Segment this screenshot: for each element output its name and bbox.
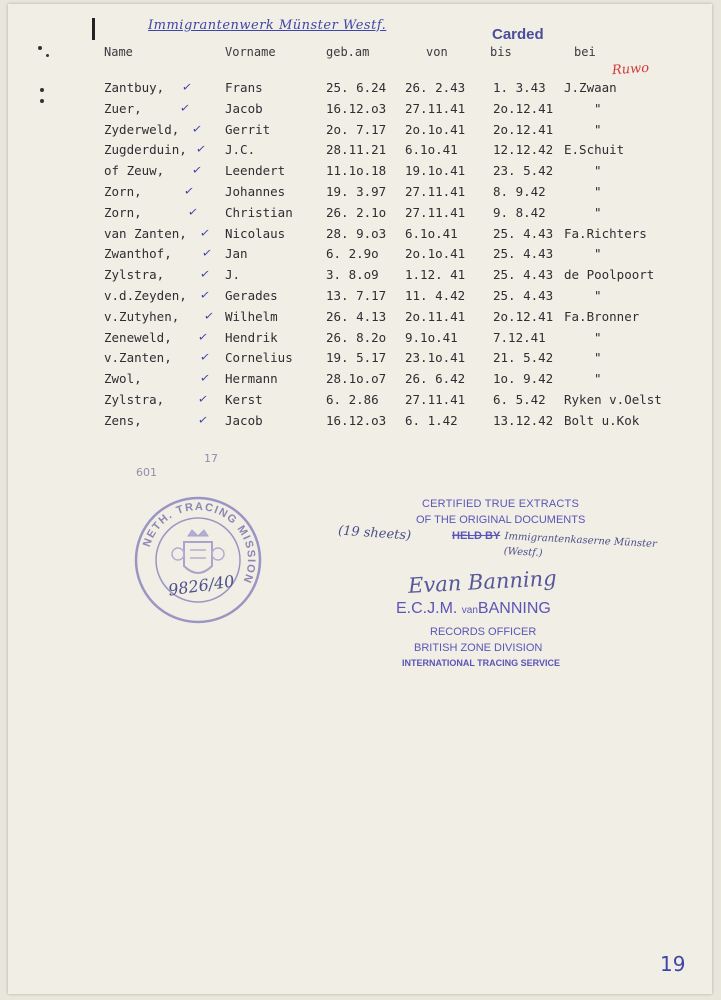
cell-von: 11. 4.42 <box>405 288 466 303</box>
check-mark-icon: ✓ <box>199 287 211 303</box>
cell-vorname: Frans <box>225 80 263 95</box>
cell-bei: J.Zwaan <box>564 80 617 95</box>
pencil-note-right: 17 <box>204 452 218 465</box>
cell-bei: " <box>594 246 602 262</box>
cell-geb: 16.12.o3 <box>326 412 387 428</box>
cell-bei: " <box>594 121 602 137</box>
cell-bei: " <box>594 371 602 387</box>
table-row <box>8 330 712 350</box>
cell-vorname: Jacob <box>225 100 263 116</box>
header-bis: bis <box>490 45 512 59</box>
cell-vorname: Wilhelm <box>225 308 278 324</box>
check-mark-icon: ✓ <box>197 391 209 407</box>
cell-vorname: Jacob <box>225 412 263 428</box>
cell-name: of Zeuw, <box>104 163 165 179</box>
check-mark-icon: ✓ <box>191 162 203 178</box>
cell-bei: " <box>594 350 602 366</box>
cell-vorname: Gerrit <box>225 121 271 137</box>
cell-bei: Fa.Richters <box>564 225 647 241</box>
cell-name: Zyderweld, <box>104 121 180 137</box>
cell-name: v.d.Zeyden, <box>104 288 187 303</box>
cell-name: Zorn, <box>104 204 142 220</box>
header-vorname: Vorname <box>225 45 276 59</box>
cell-bis: 25. 4.43 <box>493 246 554 262</box>
cell-bei: E.Schuit <box>564 142 625 158</box>
pencil-note-left: 601 <box>136 466 157 479</box>
table-row <box>8 392 712 412</box>
check-mark-icon: ✓ <box>181 79 193 95</box>
cell-name: Zwol, <box>104 371 142 387</box>
table-row <box>8 184 712 204</box>
cell-von: 27.11.41 <box>405 100 466 116</box>
cell-vorname: Nicolaus <box>225 225 286 241</box>
cell-geb: 28.11.21 <box>326 142 387 158</box>
table-row <box>8 163 712 183</box>
cell-bei: Ryken v.Oelst <box>564 392 662 407</box>
cell-bis: 9. 8.42 <box>493 204 546 220</box>
cell-vorname: Christian <box>225 204 293 220</box>
seal-number: 9826/40 <box>167 571 236 600</box>
check-mark-icon: ✓ <box>187 204 199 220</box>
check-mark-icon: ✓ <box>203 308 215 324</box>
cell-von: 27.11.41 <box>405 184 466 199</box>
cell-name: Zantbuy, <box>104 80 165 95</box>
check-mark-icon: ✓ <box>191 120 203 137</box>
table-row <box>8 142 712 162</box>
table-row <box>8 413 712 433</box>
signature: Evan Banning <box>407 566 558 598</box>
svg-text:NETH. TRACING MISSION: NETH. TRACING MISSION <box>140 500 258 586</box>
cell-name: Zylstra, <box>104 392 165 407</box>
cell-vorname: J. <box>225 267 241 283</box>
check-mark-icon: ✓ <box>199 370 211 386</box>
cell-von: 26. 2.43 <box>405 80 466 95</box>
cell-bei: Fa.Bronner <box>564 308 640 324</box>
cell-bis: 13.12.42 <box>493 412 554 428</box>
cell-geb: 19. 5.17 <box>326 350 387 366</box>
cell-name: Zuer, <box>104 100 142 116</box>
cell-geb: 6. 2.9o <box>326 246 379 262</box>
officer-title-3: INTERNATIONAL TRACING SERVICE <box>402 658 561 668</box>
cell-bei: " <box>594 329 602 345</box>
cell-von: 19.1o.41 <box>405 163 466 179</box>
table-row <box>8 288 712 308</box>
document-page <box>8 4 712 994</box>
certified-line-3: HELD BY <box>452 530 501 542</box>
cell-bis: 2o.12.41 <box>493 308 554 324</box>
table-row <box>8 80 712 100</box>
certified-line-1: CERTIFIED TRUE EXTRACTS <box>422 498 579 510</box>
cell-vorname: Jan <box>225 246 248 262</box>
cell-bis: 21. 5.42 <box>493 350 554 366</box>
cell-name: Zylstra, <box>104 267 165 283</box>
table-row <box>8 226 712 246</box>
cell-bei: Bolt u.Kok <box>564 412 640 428</box>
cell-bis: 25. 4.43 <box>493 288 554 303</box>
cell-name: Zwanthof, <box>104 246 172 262</box>
table-row <box>8 371 712 391</box>
cell-bis: 2o.12.41 <box>493 100 554 116</box>
cell-von: 27.11.41 <box>405 204 466 220</box>
cell-bei: " <box>594 288 602 303</box>
cell-bis: 8. 9.42 <box>493 184 546 199</box>
officer-initials: E.C.J.M. <box>396 600 458 617</box>
table-row <box>8 350 712 370</box>
cell-von: 2o.1o.41 <box>405 121 466 137</box>
table-row <box>8 101 712 121</box>
check-mark-icon: ✓ <box>199 224 211 241</box>
cell-von: 27.11.41 <box>405 392 466 407</box>
cell-vorname: Cornelius <box>225 350 293 366</box>
check-mark-icon: ✓ <box>199 266 211 282</box>
cell-bis: 23. 5.42 <box>493 163 554 179</box>
cell-geb: 28. 9.o3 <box>326 225 387 241</box>
cell-geb: 25. 6.24 <box>326 80 387 95</box>
cell-vorname: J.C. <box>225 142 256 158</box>
cell-bei: de Poolpoort <box>564 267 655 283</box>
officer-title-1: RECORDS OFFICER <box>430 626 537 638</box>
cell-von: 23.1o.41 <box>405 350 466 366</box>
cell-bis: 6. 5.42 <box>493 392 546 407</box>
cell-geb: 2o. 7.17 <box>326 121 387 137</box>
cell-geb: 28.1o.o7 <box>326 371 387 387</box>
cell-von: 1.12. 41 <box>405 267 466 283</box>
cell-vorname: Hermann <box>225 371 278 387</box>
check-mark-icon: ✓ <box>199 349 211 366</box>
cell-bei: " <box>594 184 602 199</box>
red-handwritten-mark: Ruwo <box>611 60 650 79</box>
cell-vorname: Kerst <box>225 392 263 407</box>
cell-von: 9.1o.41 <box>405 329 458 345</box>
header-geb-am: geb.am <box>326 45 370 59</box>
cell-geb: 26. 4.13 <box>326 308 387 324</box>
cell-bis: 25. 4.43 <box>493 225 554 241</box>
cell-name: van Zanten, <box>104 225 187 241</box>
cell-bei: " <box>594 163 602 179</box>
punch-mark <box>38 46 42 50</box>
sheets-note: (19 sheets) <box>337 523 412 544</box>
cell-bei: " <box>594 204 602 220</box>
check-mark-icon: ✓ <box>179 100 191 116</box>
header-von: von <box>426 45 448 59</box>
officer-name <box>396 600 551 618</box>
punch-mark <box>46 54 49 57</box>
cell-bis: 1o. 9.42 <box>493 371 554 387</box>
certified-line-2: OF THE ORIGINAL DOCUMENTS <box>416 514 586 526</box>
officer-title-2: BRITISH ZONE DIVISION <box>414 642 543 654</box>
page-number: 19 <box>660 952 686 976</box>
cell-von: 6. 1.42 <box>405 412 458 428</box>
table-row <box>8 246 712 266</box>
cell-geb: 6. 2.86 <box>326 392 379 407</box>
table-row <box>8 122 712 142</box>
tracing-mission-seal <box>132 494 264 626</box>
cell-geb: 11.1o.18 <box>326 163 387 179</box>
cell-bei: " <box>594 100 602 116</box>
cell-bis: 12.12.42 <box>493 142 554 158</box>
cell-von: 2o.1o.41 <box>405 246 466 262</box>
cell-von: 6.1o.41 <box>405 225 458 241</box>
check-mark-icon: ✓ <box>197 412 209 428</box>
table-row <box>8 267 712 287</box>
carded-stamp: Carded <box>492 26 544 43</box>
cell-bis: 1. 3.43 <box>493 80 546 95</box>
officer-van: van <box>461 605 478 616</box>
cell-name: v.Zanten, <box>104 350 172 366</box>
cell-von: 26. 6.42 <box>405 371 466 387</box>
top-handwritten-note: Immigrantenwerk Münster Westf. <box>148 18 387 33</box>
cell-vorname: Johannes <box>225 184 286 199</box>
cell-geb: 19. 3.97 <box>326 184 387 199</box>
cell-bis: 2o.12.41 <box>493 121 554 137</box>
header-name: Name <box>104 45 133 59</box>
cell-von: 2o.11.41 <box>405 308 466 324</box>
cell-geb: 13. 7.17 <box>326 288 387 303</box>
cell-name: Zens, <box>104 412 142 428</box>
seal-graphic <box>132 494 264 626</box>
cell-vorname: Gerades <box>225 288 278 303</box>
header-bei: bei <box>574 45 596 59</box>
cell-bis: 7.12.41 <box>493 329 546 345</box>
cell-von: 6.1o.41 <box>405 142 458 158</box>
table-row <box>8 205 712 225</box>
officer-surname: BANNING <box>477 600 551 617</box>
table-row <box>8 309 712 329</box>
cell-geb: 16.12.o3 <box>326 100 387 116</box>
check-mark-icon: ✓ <box>201 245 213 262</box>
tick-mark <box>92 18 95 40</box>
cell-name: Zorn, <box>104 184 142 199</box>
cell-vorname: Leendert <box>225 163 286 179</box>
cell-vorname: Hendrik <box>225 329 278 345</box>
held-by-handwritten: Immigrantenkaserne Münster (Westf.) <box>503 531 658 560</box>
cell-name: Zeneweld, <box>104 329 172 345</box>
cell-geb: 3. 8.o9 <box>326 267 379 283</box>
cell-geb: 26. 8.2o <box>326 329 387 345</box>
check-mark-icon: ✓ <box>195 141 207 158</box>
cell-name: Zugderduin, <box>104 142 187 158</box>
cell-geb: 26. 2.1o <box>326 204 387 220</box>
cell-bis: 25. 4.43 <box>493 267 554 283</box>
check-mark-icon: ✓ <box>183 183 195 199</box>
check-mark-icon: ✓ <box>197 328 209 345</box>
cell-name: v.Zutyhen, <box>104 308 180 324</box>
